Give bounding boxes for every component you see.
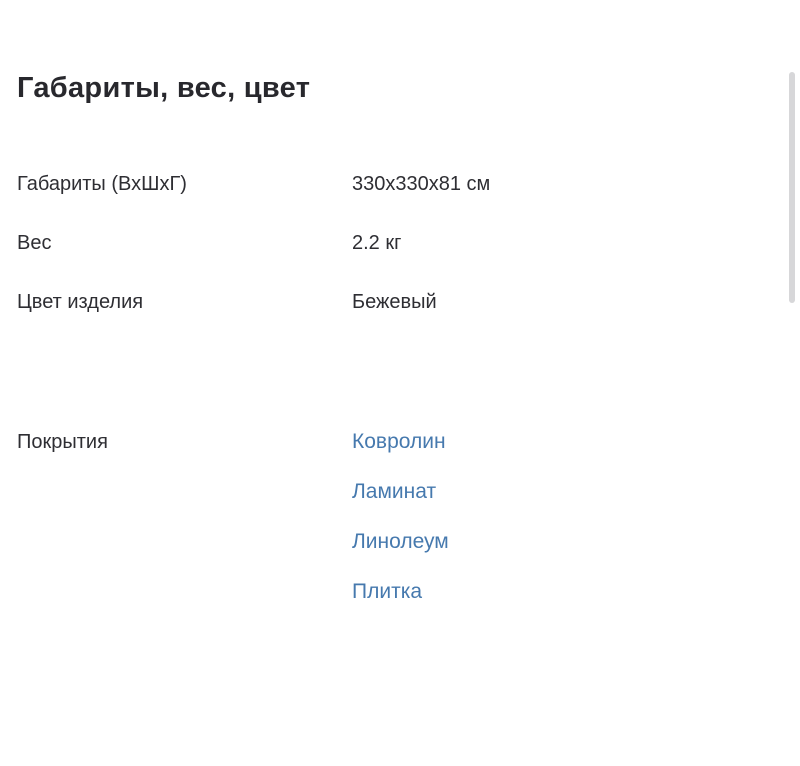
scrollbar-thumb[interactable] bbox=[789, 72, 795, 303]
spec-label-color: Цвет изделия bbox=[17, 291, 144, 313]
product-specs-section bbox=[0, 72, 800, 617]
spec-label-weight: Вес bbox=[17, 232, 52, 254]
spec-label-coatings: Покрытия bbox=[17, 430, 108, 453]
coating-link-plitka[interactable]: Плитка bbox=[352, 580, 423, 603]
spec-row-dimensions bbox=[17, 155, 760, 214]
coating-link-linoleum[interactable]: Линолеум bbox=[352, 530, 449, 553]
coating-link-laminat[interactable]: Ламинат bbox=[352, 480, 437, 503]
spec-row-color bbox=[17, 273, 760, 332]
coating-link-kovrolin[interactable]: Ковролин bbox=[352, 430, 446, 453]
spec-value-color: Бежевый bbox=[352, 291, 437, 313]
coatings-row bbox=[17, 417, 760, 617]
spec-label-dimensions: Габариты (ВхШхГ) bbox=[17, 173, 187, 195]
spec-table bbox=[17, 155, 760, 332]
section-title: Габариты, вес, цвет bbox=[17, 72, 311, 104]
spec-value-dimensions: 330x330x81 см bbox=[352, 173, 491, 195]
coating-links-list bbox=[352, 417, 449, 617]
spec-value-weight: 2.2 кг bbox=[352, 232, 402, 254]
spec-row-weight bbox=[17, 214, 760, 273]
